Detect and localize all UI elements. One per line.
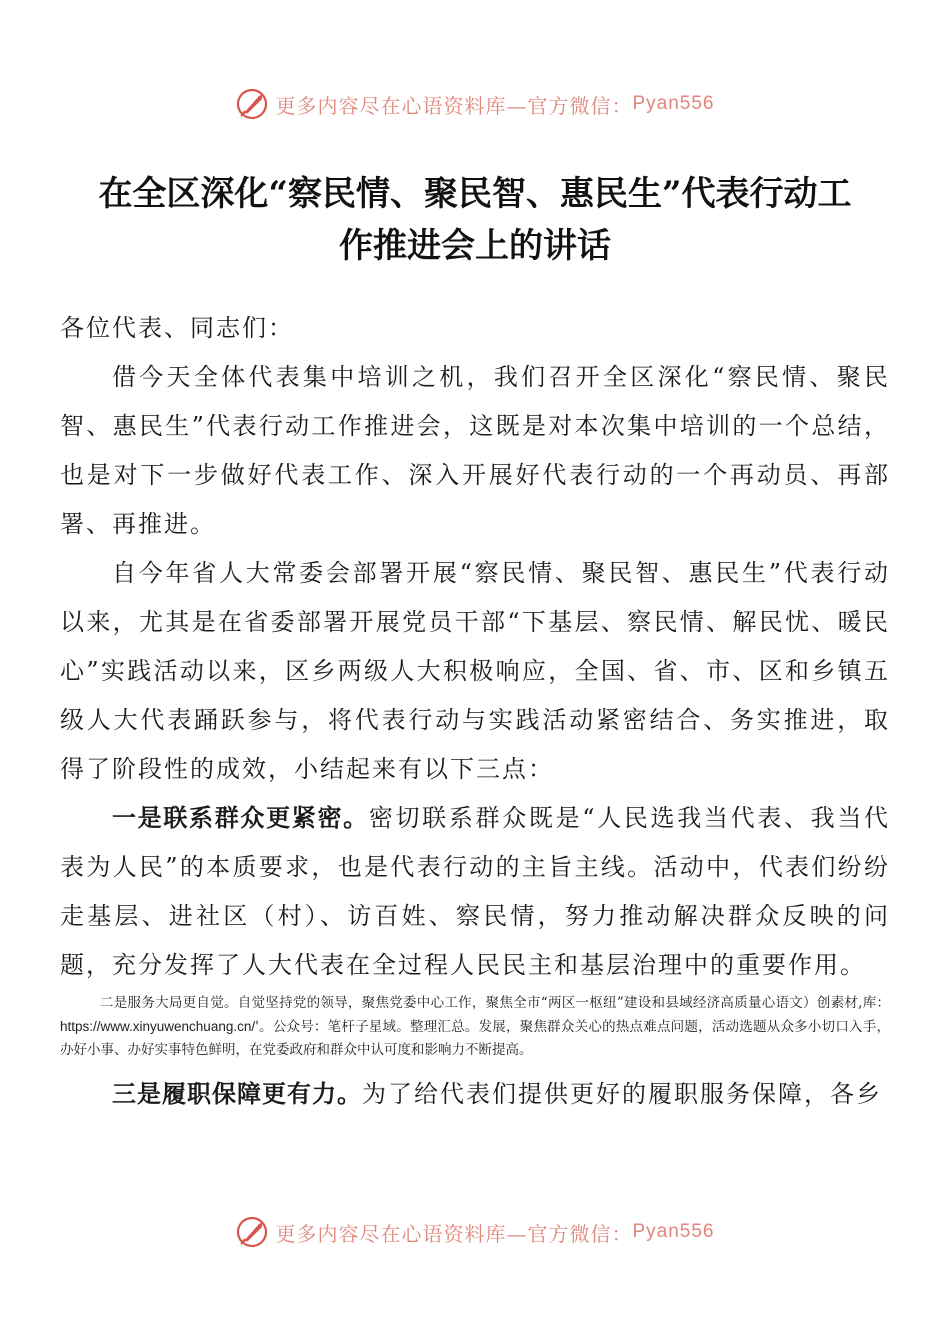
watermark-text: 更多内容尽在心语资料库—官方微信： <box>275 1221 633 1246</box>
watermark-text: 更多内容尽在心语资料库—官方微信： <box>275 93 633 118</box>
paragraph-point-2 <box>60 992 890 1062</box>
watermark-footer <box>0 1212 950 1252</box>
watermark-header <box>0 84 950 124</box>
point-1-heading: 一是联系群众更紧密。 <box>112 804 369 832</box>
document-body <box>60 304 890 1119</box>
title-line-1: 在全区深化“察民情、聚民智、惠民生”代表行动工 <box>98 174 852 214</box>
document-title <box>60 168 890 272</box>
salutation: 各位代表、同志们： <box>60 314 294 342</box>
point-3-heading: 三是履职保障更有力。 <box>112 1080 362 1108</box>
paragraph-background: 自今年省人大常委会部署开展“察民情、聚民智、惠民生”代表行动以来，尤其是在省委部署开展党员干部“下基层、察民情、解民忧、暖民心”实践活动以来，区乡两级人大积极响应，全国、省、市、区和乡镇五级人大代表踊跃参与，将代表行动与实践活动紧密结合、务实推进，取得了阶段性的成效，小结起来有以下三点： <box>60 559 890 783</box>
watermark-wechat-id: Pyan556 <box>632 1221 715 1242</box>
point-1-text: 密切联系群众既是“人民选我当代表、我当代表为人民”的本质要求，也是代表行动的主旨主线。活动中，代表们纷纷走基层、进社区（村）、访百姓、察民情，努力推动解决群众反映的问题，充分发挥了人大代表在全过程人民民主和基层治理中的重要作用。 <box>60 804 890 979</box>
quill-logo-icon <box>235 1215 269 1249</box>
point-2-text-b: '。公众号：笔杆子星域。整理汇总。发展，聚焦群众关心的热点难点问题，活动选题从众多小切口入手，办好小事、办好实事特色鲜明，在党委政府和群众中认可度和影响力不断提高。 <box>60 1019 890 1058</box>
watermark-wechat-id: Pyan556 <box>632 93 715 114</box>
paragraph-point-1 <box>60 794 890 990</box>
paragraph-intro: 借今天全体代表集中培训之机，我们召开全区深化“察民情、聚民智、惠民生”代表行动工作推进会，这既是对本次集中培训的一个总结，也是对下一步做好代表工作、深入开展好代表行动的一个再动员、再部署、再推进。 <box>60 363 890 538</box>
point-2-url: https://www.xinyuwenchuang.cn/ <box>60 1019 256 1034</box>
point-3-text: 为了给代表们提供更好的履职服务保障，各乡 <box>362 1080 882 1108</box>
title-line-2: 作推进会上的讲话 <box>339 226 611 266</box>
point-2-text-a: 二是服务大局更自觉。自觉坚持党的领导，聚焦党委中心工作，聚焦全市“两区一枢纽”建设和县域经济高质量心语文）创素材,库： <box>100 995 890 1011</box>
quill-logo-icon <box>235 87 269 121</box>
paragraph-point-3 <box>60 1070 890 1119</box>
